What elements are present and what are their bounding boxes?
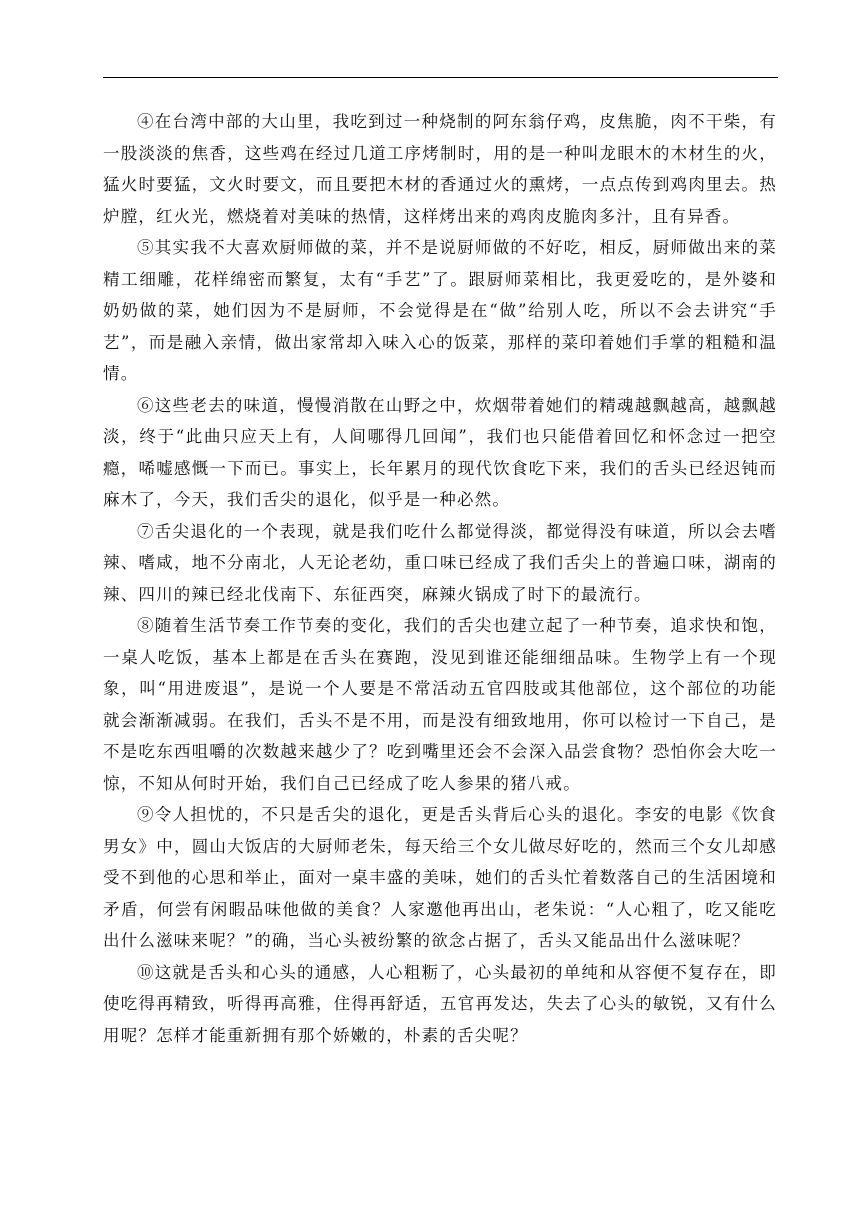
paragraph-9: ⑨令人担忧的，不只是舌尖的退化，更是舌头背后心头的退化。李安的电影《饮食男女》中，圆山大饭店的大厨师老朱，每天给三个女儿做尽好吃的，然而三个女儿却感受不到他的心思和举止，面对一桌丰盛的美味，她们的舌头忙着数落自己的生活困境和矛盾，何尝有闲暇品味他做的美食？人家邀他再出山，老朱说：“人心粗了，吃又能吃出什么滋味来呢？”的确，当心头被纷繁的欲念占据了，舌头又能品出什么滋味呢？: [103, 805, 777, 950]
paragraph-4: ④在台湾中部的大山里，我吃到过一种烧制的阿东翁仔鸡，皮焦脆，肉不干柴，有一股淡淡的焦香，这些鸡在经过几道工序烤制时，用的是一种叫龙眼木的木材生的火，猛火时要猛，文火时要文，而且要把木材的香通过火的熏烤，一点点传到鸡肉里去。热炉膛，红火光，燃烧着对美味的热情，这样烤出来的鸡肉皮脆肉多汁，且有异香。: [103, 112, 777, 226]
paragraph-7: ⑦舌尖退化的一个表现，就是我们吃什么都觉得淡，都觉得没有味道，所以会去嗜辣、嗜咸，地不分南北，人无论老幼，重口味已经成了我们舌尖上的普遍口味，湖南的辣、四川的辣已经北伐南下、东征西突，麻辣火锅成了时下的最流行。: [103, 521, 777, 604]
paragraph-6: ⑥这些老去的味道，慢慢消散在山野之中，炊烟带着她们的精魂越飘越高，越飘越淡，终于“此曲只应天上有，人间哪得几回闻”，我们也只能借着回忆和怀念过一把空瘾，唏嘘感慨一下而已。事实上，长年累月的现代饮食吃下来，我们的舌头已经迟钝而麻木了，今天，我们舌尖的退化，似乎是一种必然。: [103, 395, 777, 509]
paragraph-10: ⑩这就是舌头和心头的通感，人心粗粝了，心头最初的单纯和从容便不复存在，即使吃得再精致，听得再高雅，住得再舒适，五官再发达，失去了心头的敏锐，又有什么用呢？怎样才能重新拥有那个娇嫩的，朴素的舌尖呢？: [103, 962, 777, 1045]
paragraph-5: ⑤其实我不大喜欢厨师做的菜，并不是说厨师做的不好吃，相反，厨师做出来的菜精工细雕，花样绵密而繁复，太有“手艺”了。跟厨师菜相比，我更爱吃的，是外婆和奶奶做的菜，她们因为不是厨师，不会觉得是在“做”给别人吃，所以不会去讲究“手艺”，而是融入亲情，做出家常却入味入心的饭菜，那样的菜印着她们手掌的粗糙和温情。: [103, 238, 777, 383]
header-rule: [103, 77, 778, 78]
article-body: [103, 106, 777, 1051]
paragraph-8: ⑧随着生活节奏工作节奏的变化，我们的舌尖也建立起了一种节奏，追求快和饱，一桌人吃饭，基本上都是在舌头在赛跑，没见到谁还能细细品味。生物学上有一个现象，叫“用进废退”，是说一个人要是不常活动五官四肢或其他部位，这个部位的功能就会渐渐减弱。在我们，舌头不是不用，而是没有细致地用，你可以检讨一下自己，是不是吃东西咀嚼的次数越来越少了？吃到嘴里还会不会深入品尝食物？恐怕你会大吃一惊，不知从何时开始，我们自己已经成了吃人参果的猪八戒。: [103, 616, 777, 793]
